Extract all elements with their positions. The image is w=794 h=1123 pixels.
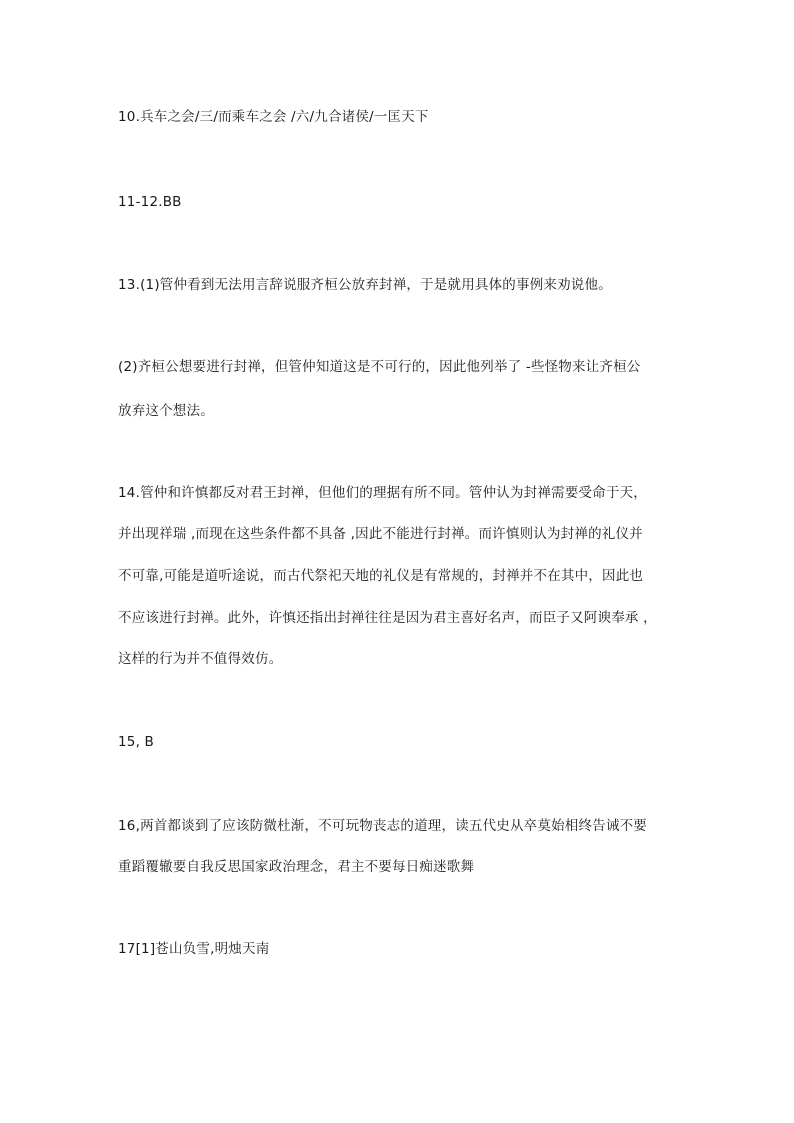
answer-14-line-3: 不可靠,可能是道听途说，而古代祭祀天地的礼仪是有常规的，封禅并不在其中，因此也 <box>118 568 644 584</box>
answer-17: 17[1]苍山负雪,明烛天南 <box>118 941 270 957</box>
answer-10: 10.兵车之会/三/而乘车之会 /六/九合诸侯/一匡天下 <box>118 109 429 125</box>
answer-13-2-line-1: (2)齐桓公想要进行封禅，但管仲知道这是不可行的，因此他列举了 -些怪物来让齐桓公 <box>118 359 641 375</box>
answer-13-1: 13.(1)管仲看到无法用言辞说服齐桓公放弃封禅，于是就用具体的事例来劝说他。 <box>118 277 612 293</box>
answer-13-2-line-2: 放弃这个想法。 <box>118 403 214 419</box>
answer-14-line-4: 不应该进行封禅。此外，许慎还指出封禅往往是因为君主喜好名声，而臣子又阿谀奉承 ， <box>118 610 657 626</box>
answer-14-line-2: 并出现祥瑞 ,而现在这些条件都不具备 ,因此不能进行封禅。而许慎则认为封禅的礼仪并 <box>118 526 643 542</box>
answer-16-line-1: 16,两首都谈到了应该防微杜渐，不可玩物丧志的道理，读五代史从卒莫始相终告诫不要 <box>118 818 647 834</box>
answer-16-line-2: 重蹈覆辙要自我反思国家政治理念，君主不要每日痴迷歌舞 <box>118 859 475 875</box>
answer-14-line-5: 这样的行为并不值得效仿。 <box>118 651 283 667</box>
answer-15: 15, B <box>118 734 155 750</box>
answer-14-line-1: 14.管仲和许慎都反对君王封禅，但他们的理据有所不同。管仲认为封禅需要受命于天， <box>118 485 647 501</box>
answer-11-12: 11-12.BB <box>118 194 182 210</box>
